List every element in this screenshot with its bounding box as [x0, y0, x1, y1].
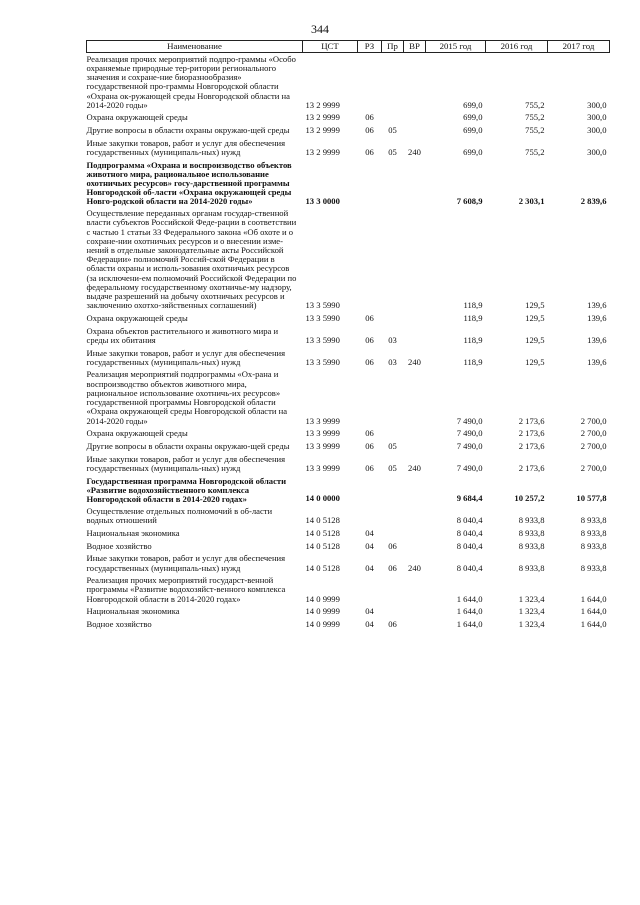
row-2017: 1 644,0 [580, 606, 607, 617]
row-2016: 129,5 [525, 312, 545, 323]
header-cst: ЦСТ [303, 41, 358, 53]
row-2016: 2 173,6 [518, 415, 545, 426]
row-2015: 8 040,4 [456, 562, 483, 573]
row-2017: 2 700,0 [580, 428, 607, 439]
row-cst: 13 2 9999 [305, 112, 340, 123]
row-vr [404, 325, 426, 347]
row-rz: 04 [365, 619, 374, 630]
header-name: Наименование [87, 41, 303, 53]
row-cst: 13 2 9999 [305, 147, 340, 158]
row-2017: 300,0 [587, 125, 607, 136]
table-row [87, 428, 610, 441]
row-vr [404, 312, 426, 325]
row-2017: 1 644,0 [580, 593, 607, 604]
row-vr: 240 [408, 462, 421, 473]
row-name: Государственная программа Новгородской области «Развитие водохозяйственного комплекса Новгородской области в 2014-2020 годах» [86, 475, 287, 504]
row-name: Иные закупки товаров, работ и услуг для обеспечения государственных (муниципаль-ных) нужд [86, 553, 286, 573]
row-2016: 129,5 [525, 356, 545, 367]
row-vr [404, 540, 426, 553]
row-rz: 06 [365, 125, 374, 136]
row-pr [382, 369, 404, 428]
row-2016: 8 933,8 [518, 527, 545, 538]
row-pr [382, 208, 404, 313]
row-cst: 13 3 9999 [305, 440, 340, 451]
table-row [87, 506, 610, 528]
row-2015: 699,0 [463, 112, 483, 123]
row-rz: 04 [365, 562, 374, 573]
row-cst: 13 3 9999 [305, 428, 340, 439]
row-vr [404, 506, 426, 528]
row-2017: 2 700,0 [580, 462, 607, 473]
row-vr [404, 208, 426, 313]
row-2017: 10 577,8 [576, 493, 607, 504]
row-2015: 1 644,0 [456, 606, 483, 617]
row-2015: 7 490,0 [456, 428, 483, 439]
row-vr [404, 527, 426, 540]
table-row [87, 112, 610, 125]
row-cst: 14 0 9999 [305, 593, 340, 604]
row-pr [382, 506, 404, 528]
row-2017: 139,6 [587, 312, 607, 323]
row-cst: 13 3 9999 [305, 462, 340, 473]
row-vr [404, 369, 426, 428]
table-body [87, 53, 610, 632]
row-2017: 8 933,8 [580, 515, 607, 526]
row-pr [382, 312, 404, 325]
row-rz: 06 [365, 312, 374, 323]
table-row [87, 575, 610, 606]
table-row [87, 453, 610, 475]
row-2016: 755,2 [525, 147, 545, 158]
row-2016: 1 323,4 [518, 619, 545, 630]
table-row [87, 440, 610, 453]
row-2017: 2 700,0 [580, 415, 607, 426]
row-2016: 8 933,8 [518, 515, 545, 526]
header-vr: ВР [404, 41, 426, 53]
table-row [87, 325, 610, 347]
row-2015: 8 040,4 [456, 540, 483, 551]
row-2017: 139,6 [587, 334, 607, 345]
row-2017: 2 839,6 [580, 195, 607, 206]
row-vr [404, 575, 426, 606]
row-cst: 13 3 0000 [305, 195, 340, 206]
table-row [87, 347, 610, 369]
table-row [87, 137, 610, 159]
table-row [87, 312, 610, 325]
row-2016: 8 933,8 [518, 562, 545, 573]
row-cst: 13 3 5990 [305, 300, 340, 311]
row-vr [404, 53, 426, 112]
row-2015: 1 644,0 [456, 619, 483, 630]
header-2015: 2015 год [426, 41, 486, 53]
row-2017: 139,6 [587, 356, 607, 367]
row-name: Реализация прочих мероприятий подпро-граммы «Особо охраняемые природные тер-ритории регионального значения и сохране-ние биоразнообразия» государственной про-граммы Новгородской области «Охрана ок-ружающей среды Новгородской области на 2014-2020 годы» [86, 53, 296, 110]
table-row [87, 606, 610, 619]
row-vr [404, 159, 426, 208]
row-2015: 7 490,0 [456, 415, 483, 426]
table-row [87, 53, 610, 112]
row-pr: 05 [388, 125, 397, 136]
row-name: Национальная экономика [86, 527, 180, 538]
row-2017: 300,0 [587, 112, 607, 123]
row-rz [358, 575, 382, 606]
header-2016: 2016 год [486, 41, 548, 53]
row-pr: 06 [388, 540, 397, 551]
header-rz: РЗ [358, 41, 382, 53]
row-2016: 755,2 [525, 125, 545, 136]
row-2015: 118,9 [463, 334, 483, 345]
row-vr: 240 [408, 356, 421, 367]
row-pr [382, 53, 404, 112]
row-vr [404, 112, 426, 125]
row-name: Водное хозяйство [86, 619, 152, 630]
row-2016: 1 323,4 [518, 606, 545, 617]
row-pr [382, 606, 404, 619]
row-pr: 03 [388, 356, 397, 367]
row-2015: 7 490,0 [456, 462, 483, 473]
row-2016: 2 173,6 [518, 440, 545, 451]
row-rz: 06 [365, 356, 374, 367]
row-pr [382, 112, 404, 125]
row-pr [382, 575, 404, 606]
row-vr: 240 [408, 562, 421, 573]
row-pr: 03 [388, 334, 397, 345]
row-rz: 04 [365, 527, 374, 538]
row-2015: 699,0 [463, 125, 483, 136]
header-2017: 2017 год [548, 41, 610, 53]
row-rz: 06 [365, 147, 374, 158]
page-number: 344 [311, 22, 329, 36]
row-2017: 300,0 [587, 147, 607, 158]
row-vr [404, 125, 426, 138]
table-row [87, 159, 610, 208]
row-pr: 05 [388, 440, 397, 451]
table-row [87, 553, 610, 575]
budget-table [86, 40, 610, 631]
row-rz [358, 159, 382, 208]
row-2015: 118,9 [463, 300, 483, 311]
row-2016: 755,2 [525, 112, 545, 123]
row-2015: 118,9 [463, 356, 483, 367]
row-name: Охрана окружающей среды [86, 112, 188, 123]
row-rz: 06 [365, 428, 374, 439]
row-2015: 9 684,4 [456, 493, 483, 504]
row-2016: 755,2 [525, 99, 545, 110]
row-cst: 14 0 5128 [305, 540, 340, 551]
row-pr: 06 [388, 562, 397, 573]
row-2016: 1 323,4 [518, 593, 545, 604]
row-name: Осуществление отдельных полномочий в об-ласти водных отношений [86, 506, 273, 526]
row-cst: 13 3 5990 [305, 312, 340, 323]
row-pr [382, 475, 404, 506]
row-2015: 8 040,4 [456, 527, 483, 538]
row-2015: 699,0 [463, 147, 483, 158]
row-2015: 7 490,0 [456, 440, 483, 451]
row-cst: 13 2 9999 [305, 125, 340, 136]
row-name: Реализация прочих мероприятий государст-венной программы «Развитие водохозяйст-венного комплекса Новгородской области в 2014-2020 годах» [86, 575, 286, 604]
row-2017: 1 644,0 [580, 619, 607, 630]
table-row [87, 619, 610, 632]
row-2015: 7 608,9 [456, 195, 483, 206]
row-cst: 14 0 9999 [305, 606, 340, 617]
row-cst: 14 0 5128 [305, 527, 340, 538]
row-name: Подпрограмма «Охрана и воспроизводство объектов животного мира, рациональное использование охотничьих ресурсов» госу-дарственной программы Новгородской об-ласти «Охрана окружающей среды Новго-родской области на 2014-2020 годы» [86, 159, 292, 206]
row-name: Иные закупки товаров, работ и услуг для обеспечения государственных (муниципаль-ных) нужд [86, 453, 286, 473]
row-vr [404, 475, 426, 506]
row-name: Охрана окружающей среды [86, 312, 188, 323]
row-pr [382, 159, 404, 208]
row-name: Водное хозяйство [86, 540, 152, 551]
table-row [87, 125, 610, 138]
row-rz [358, 475, 382, 506]
row-rz [358, 506, 382, 528]
row-cst: 13 3 9999 [305, 415, 340, 426]
row-pr: 05 [388, 462, 397, 473]
row-cst: 13 3 5990 [305, 334, 340, 345]
row-2015: 118,9 [463, 312, 483, 323]
row-name: Другие вопросы в области охраны окружаю-щей среды [86, 440, 290, 451]
row-2016: 2 173,6 [518, 462, 545, 473]
row-rz: 04 [365, 606, 374, 617]
row-2017: 2 700,0 [580, 440, 607, 451]
table-row [87, 527, 610, 540]
row-name: Охрана окружающей среды [86, 428, 188, 439]
row-cst: 14 0 5128 [305, 562, 340, 573]
row-rz [358, 208, 382, 313]
table-row [87, 540, 610, 553]
row-pr: 06 [388, 619, 397, 630]
table-row [87, 208, 610, 313]
row-name: Другие вопросы в области охраны окружаю-щей среды [86, 125, 290, 136]
row-2016: 2 303,1 [518, 195, 545, 206]
row-cst: 13 3 5990 [305, 356, 340, 367]
row-2016: 129,5 [525, 300, 545, 311]
row-rz: 06 [365, 440, 374, 451]
row-2016: 129,5 [525, 334, 545, 345]
row-vr [404, 619, 426, 632]
row-2017: 139,6 [587, 300, 607, 311]
row-2017: 300,0 [587, 99, 607, 110]
row-rz: 06 [365, 462, 374, 473]
row-vr [404, 440, 426, 453]
header-pr: Пр [382, 41, 404, 53]
row-name: Иные закупки товаров, работ и услуг для обеспечения государственных (муниципаль-ных) нужд [86, 347, 286, 367]
row-2015: 1 644,0 [456, 593, 483, 604]
table-header-row [87, 41, 610, 53]
row-2016: 2 173,6 [518, 428, 545, 439]
row-2016: 10 257,2 [514, 493, 545, 504]
row-rz: 06 [365, 334, 374, 345]
row-pr: 05 [388, 147, 397, 158]
row-rz: 04 [365, 540, 374, 551]
row-name: Охрана объектов растительного и животного мира и среды их обитания [86, 325, 279, 345]
row-vr: 240 [408, 147, 421, 158]
row-name: Национальная экономика [86, 606, 180, 617]
row-2017: 8 933,8 [580, 540, 607, 551]
row-pr [382, 527, 404, 540]
row-cst: 14 0 5128 [305, 515, 340, 526]
table-row [87, 369, 610, 428]
row-2015: 699,0 [463, 99, 483, 110]
row-name: Иные закупки товаров, работ и услуг для обеспечения государственных (муниципаль-ных) нужд [86, 137, 286, 158]
row-rz: 06 [365, 112, 374, 123]
row-pr [382, 428, 404, 441]
row-2015: 8 040,4 [456, 515, 483, 526]
row-2016: 8 933,8 [518, 540, 545, 551]
row-2017: 8 933,8 [580, 562, 607, 573]
row-cst: 14 0 9999 [305, 619, 340, 630]
row-vr [404, 428, 426, 441]
row-name: Реализация мероприятий подпрограммы «Ох-рана и воспроизводство объектов животного мира, рациональное использование охотничь-их ресурсов» государственной программы Новгородской области «Охрана окружающей среды Новгородской области на 2014-2020 годы» [86, 369, 288, 426]
row-name: Осуществление переданных органам государ-ственной власти субъектов Российской Феде-рации в соответствии с частью 1 статьи 33 Федерального закона «Об охоте и о сохране-нии охотничьих ресурсов и о внесении изме-нений в отдельные законодательные акты Российской Федерации» полномочий Россий-ской Федерации в области охраны и исполь-зования охотничьих ресурсов (за исключени-ем полномочий Российской Федерации по федеральному государственному охотничье-му надзору, выдаче разрешений на добычу охотничьих ресурсов и заключению охотхо-зяйственных соглашений) [86, 208, 297, 311]
row-2017: 8 933,8 [580, 527, 607, 538]
row-rz [358, 53, 382, 112]
row-vr [404, 606, 426, 619]
row-rz [358, 369, 382, 428]
table-row [87, 475, 610, 506]
row-cst: 13 2 9999 [305, 99, 340, 110]
row-cst: 14 0 0000 [305, 493, 340, 504]
